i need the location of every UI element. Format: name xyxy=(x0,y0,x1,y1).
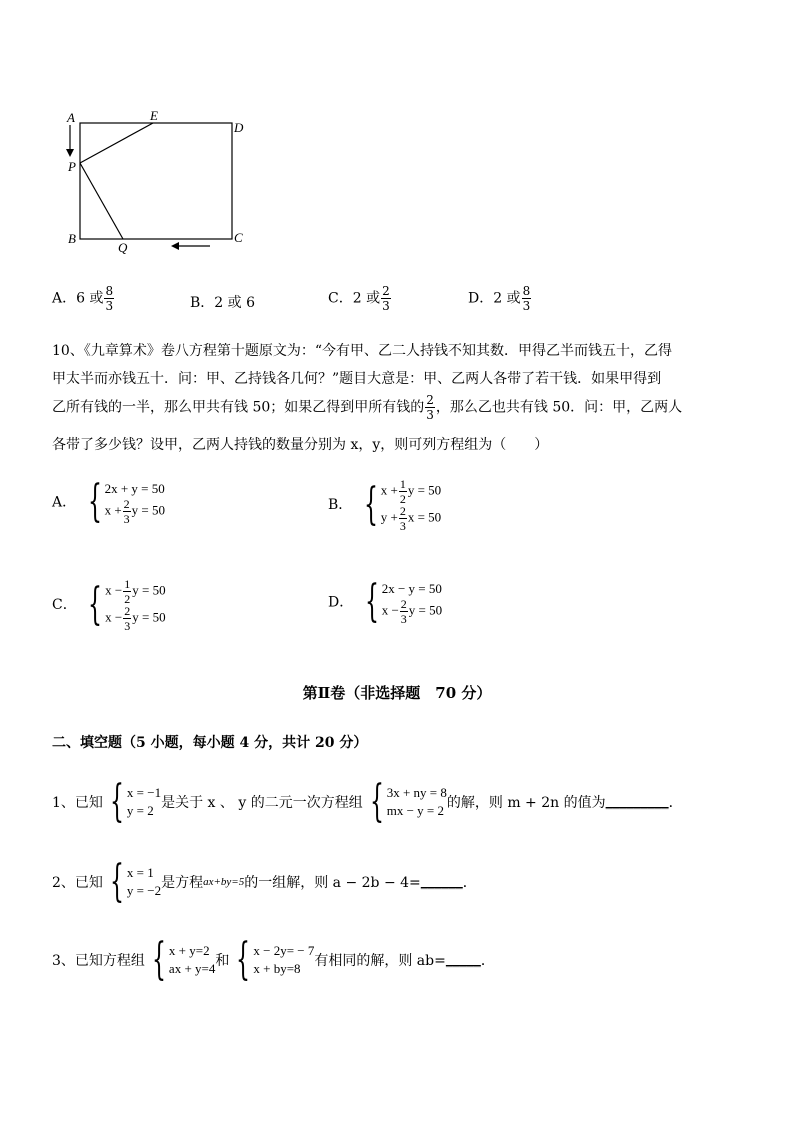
fill-question-3: 3、已知方程组 { x + y=2 ax + y=4 和 { x − 2y= − 7 x + by=8 有相同的解，则 ab= _____ ． xyxy=(52,934,495,985)
q10-line-2: 甲太半而亦钱五十．问：甲、乙持钱各几何？”题目大意是：甲、乙两人各带了若干钱．如果甲得到 xyxy=(52,371,662,387)
q10-line-1: 10、《九章算术》卷八方程第十题原文为：“今有甲、乙二人持钱不知其数．甲得乙半而钱五十，乙得 xyxy=(52,343,672,359)
rectangle-abcd xyxy=(80,123,232,239)
q9-option-d[interactable]: D．2 或 $\frac{8}{3}$ xyxy=(468,284,531,313)
q9-option-b[interactable]: B．2 或 6 xyxy=(190,295,256,311)
label-a: A xyxy=(67,110,75,125)
q9-option-a[interactable]: A．6 或 $\frac{8}{3}$ xyxy=(52,284,114,313)
arrow-down-icon xyxy=(66,125,74,157)
q10-option-b[interactable]: B． { x + $\frac{1}{2}$ y = 50 y + $\frac{2}{3}$ x = 50 xyxy=(328,477,442,533)
q10-option-d[interactable]: D． { 2x − y = 50 x − $\frac{2}{3}$ y = 50 xyxy=(328,576,443,628)
geometry-figure xyxy=(60,105,260,255)
q10-option-a[interactable]: A． { 2x + y = 50 x + $\frac{2}{3}$ y = 50 xyxy=(52,476,166,528)
label-e: E xyxy=(150,108,158,123)
fill-in-heading: 二、填空题（5 小题，每小题 4 分，共计 20 分） xyxy=(52,735,368,751)
label-c: C xyxy=(234,230,243,245)
segment-pq xyxy=(80,163,123,239)
q10-line-4: 各带了多少钱？设甲，乙两人持钱的数量分别为 x，y，则可列方程组为（ ） xyxy=(52,437,549,453)
label-b: B xyxy=(68,231,76,246)
segment-pe xyxy=(80,123,153,163)
answer-blank-2[interactable]: ______ xyxy=(420,874,463,890)
answer-blank-1[interactable]: _________ xyxy=(605,794,669,810)
answer-blank-3[interactable]: _____ xyxy=(445,952,481,968)
q10-option-c[interactable]: C． { x − $\frac{1}{2}$ y = 50 x − $\frac{2}{3}$ y = 50 xyxy=(52,577,166,633)
q10-line-3: 乙所有钱的一半，那么甲共有钱 50；如果乙得到甲所有钱的 $\frac{2}{3}$ ，那么乙也共有钱 50．问：甲，乙两人 xyxy=(52,393,683,422)
fill-question-2: 2、已知 { x = 1 y = −2 是方程 ax+by=5 的一组解，则 a − 2b − 4= ______ ． xyxy=(52,856,477,907)
label-q: Q xyxy=(118,240,128,255)
section-2-title: 第Ⅱ卷（非选择题 70 分） xyxy=(302,684,492,702)
label-d: D xyxy=(234,120,244,135)
arrow-left-icon xyxy=(171,242,210,250)
q9-option-c[interactable]: C．2 或 $\frac{2}{3}$ xyxy=(328,284,390,313)
label-p: P xyxy=(68,159,76,174)
fill-question-1: 1、已知 { x = −1 y = 2 是关于 x 、 y 的二元一次方程组 { 3x + ny = 8 mx − y = 2 的解，则 m + 2n 的值为 _________ ． xyxy=(52,776,683,827)
